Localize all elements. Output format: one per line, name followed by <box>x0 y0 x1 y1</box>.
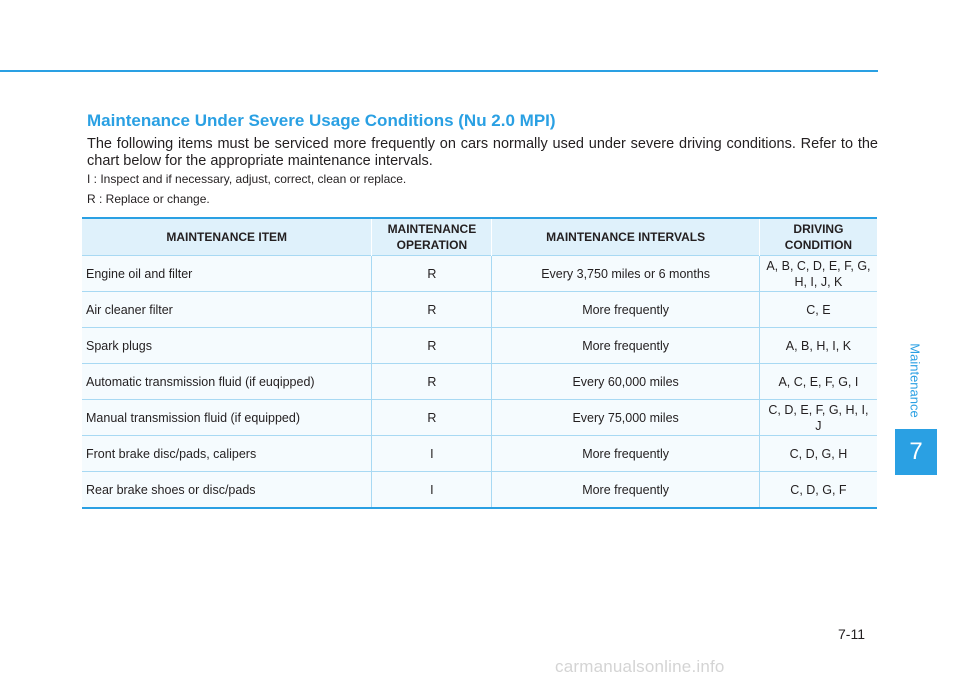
section-intro: The following items must be serviced more frequently on cars normally used under severe driving conditions. Refer to the chart below for the appropriate maintenance intervals. <box>87 136 878 169</box>
top-rule <box>0 70 878 72</box>
page-number: 7-11 <box>838 626 865 642</box>
cell-item: Rear brake shoes or disc/pads <box>82 472 372 509</box>
cell-item: Front brake disc/pads, calipers <box>82 436 372 472</box>
cell-interval: More frequently <box>492 472 759 509</box>
table-row <box>82 328 877 364</box>
header-maintenance-intervals: MAINTENANCE INTERVALS <box>492 218 759 256</box>
maintenance-table <box>82 217 877 509</box>
cell-item: Engine oil and filter <box>82 256 372 292</box>
cell-item: Air cleaner filter <box>82 292 372 328</box>
header-maintenance-item: MAINTENANCE ITEM <box>82 218 372 256</box>
watermark: carmanualsonline.info <box>555 657 725 676</box>
cell-item: Spark plugs <box>82 328 372 364</box>
chapter-label-text: Maintenance <box>907 342 923 418</box>
table-row <box>82 364 877 400</box>
cell-condition: A, C, E, F, G, I <box>759 364 877 400</box>
cell-operation: R <box>372 292 492 328</box>
cell-interval: Every 75,000 miles <box>492 400 759 436</box>
cell-interval: More frequently <box>492 292 759 328</box>
table-header-row <box>82 218 877 256</box>
table-row <box>82 472 877 509</box>
table-row <box>82 256 877 292</box>
cell-interval: More frequently <box>492 436 759 472</box>
cell-interval: More frequently <box>492 328 759 364</box>
cell-condition: C, D, G, H <box>759 436 877 472</box>
cell-condition: C, E <box>759 292 877 328</box>
legend-replace: R : Replace or change. <box>87 192 210 206</box>
cell-interval: Every 3,750 miles or 6 months <box>492 256 759 292</box>
legend-inspect: I : Inspect and if necessary, adjust, correct, clean or replace. <box>87 172 407 186</box>
table-row <box>82 400 877 436</box>
cell-operation: R <box>372 364 492 400</box>
cell-condition: A, B, C, D, E, F, G, H, I, J, K <box>759 256 877 292</box>
cell-condition: A, B, H, I, K <box>759 328 877 364</box>
cell-operation: R <box>372 400 492 436</box>
table-row <box>82 292 877 328</box>
cell-condition: C, D, G, F <box>759 472 877 509</box>
cell-operation: I <box>372 436 492 472</box>
table-row <box>82 436 877 472</box>
header-driving-condition: DRIVING CONDITION <box>759 218 877 256</box>
chapter-side-label <box>895 330 935 430</box>
section-title: Maintenance Under Severe Usage Conditions (Nu 2.0 MPI) <box>87 111 556 130</box>
cell-operation: I <box>372 472 492 509</box>
cell-operation: R <box>372 328 492 364</box>
chapter-tab: 7 <box>895 429 937 475</box>
cell-condition: C, D, E, F, G, H, I, J <box>759 400 877 436</box>
cell-item: Manual transmission fluid (if equipped) <box>82 400 372 436</box>
cell-interval: Every 60,000 miles <box>492 364 759 400</box>
cell-item: Automatic transmission fluid (if euqipped) <box>82 364 372 400</box>
header-maintenance-operation: MAINTENANCE OPERATION <box>372 218 492 256</box>
cell-operation: R <box>372 256 492 292</box>
